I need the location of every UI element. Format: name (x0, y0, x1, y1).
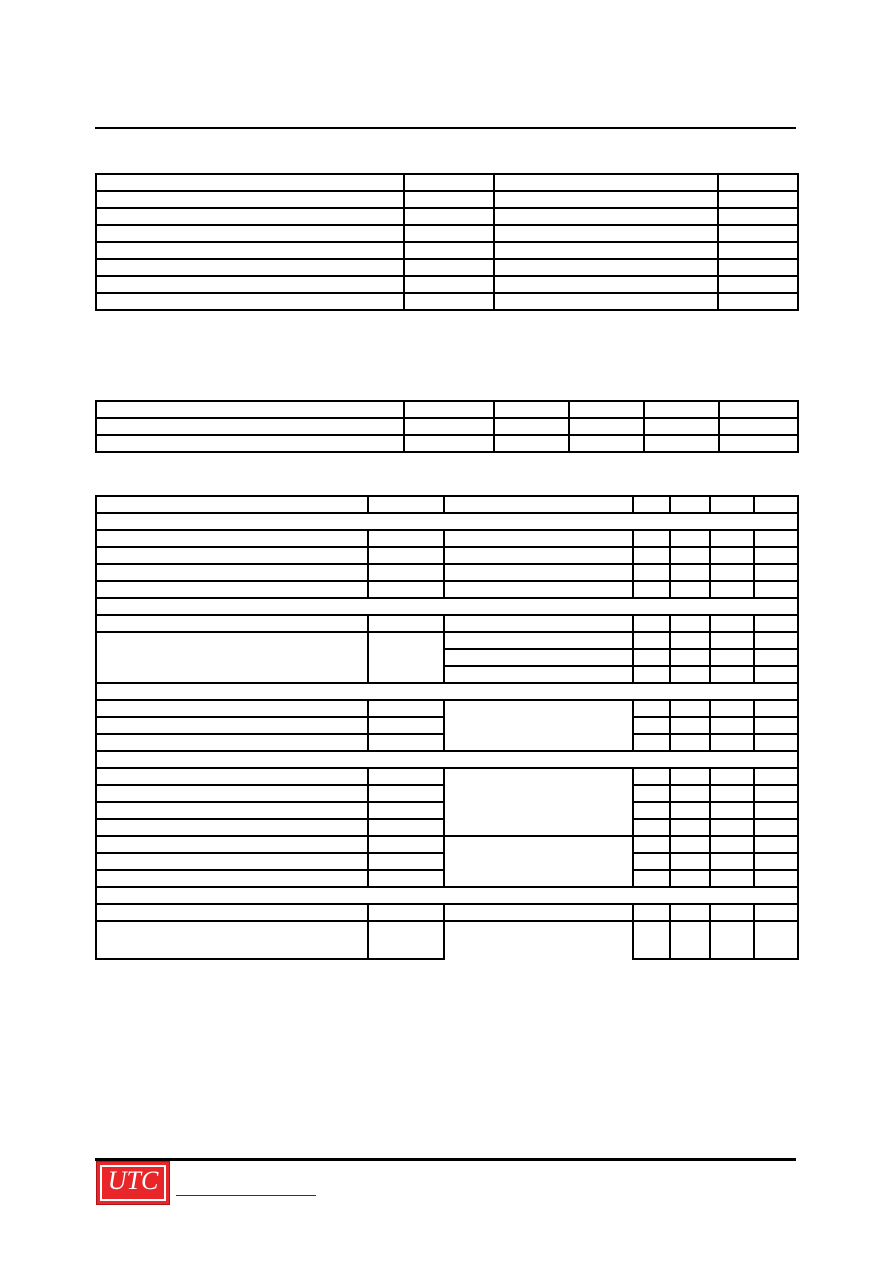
section-row (96, 751, 798, 768)
electrical-characteristics-table (95, 495, 799, 960)
table-row (96, 768, 798, 785)
table-row (96, 191, 798, 208)
table-row (96, 564, 798, 581)
table-header-row (96, 496, 798, 513)
table-row (96, 921, 798, 959)
section-row (96, 598, 798, 615)
table-row (96, 700, 798, 717)
header-rule (95, 127, 796, 129)
table-row (96, 293, 798, 310)
table-row (96, 904, 798, 921)
table-row (96, 242, 798, 259)
website-link-underline[interactable] (176, 1195, 316, 1196)
table-row (96, 615, 798, 632)
table-row (96, 632, 798, 649)
table-row (96, 225, 798, 242)
table-row (96, 836, 798, 853)
table-row (96, 435, 798, 452)
table-row (96, 581, 798, 598)
absolute-ratings-table (95, 173, 799, 311)
section-row (96, 887, 798, 904)
table-row (96, 174, 798, 191)
utc-logo: UTC (96, 1161, 170, 1205)
table-row (96, 208, 798, 225)
section-row (96, 683, 798, 700)
section-row (96, 513, 798, 530)
table-row (96, 418, 798, 435)
table-row (96, 259, 798, 276)
table-row (96, 530, 798, 547)
thermal-data-table (95, 400, 799, 453)
footer-rule (95, 1158, 796, 1161)
table-row (96, 276, 798, 293)
table-row (96, 547, 798, 564)
table-row (96, 401, 798, 418)
